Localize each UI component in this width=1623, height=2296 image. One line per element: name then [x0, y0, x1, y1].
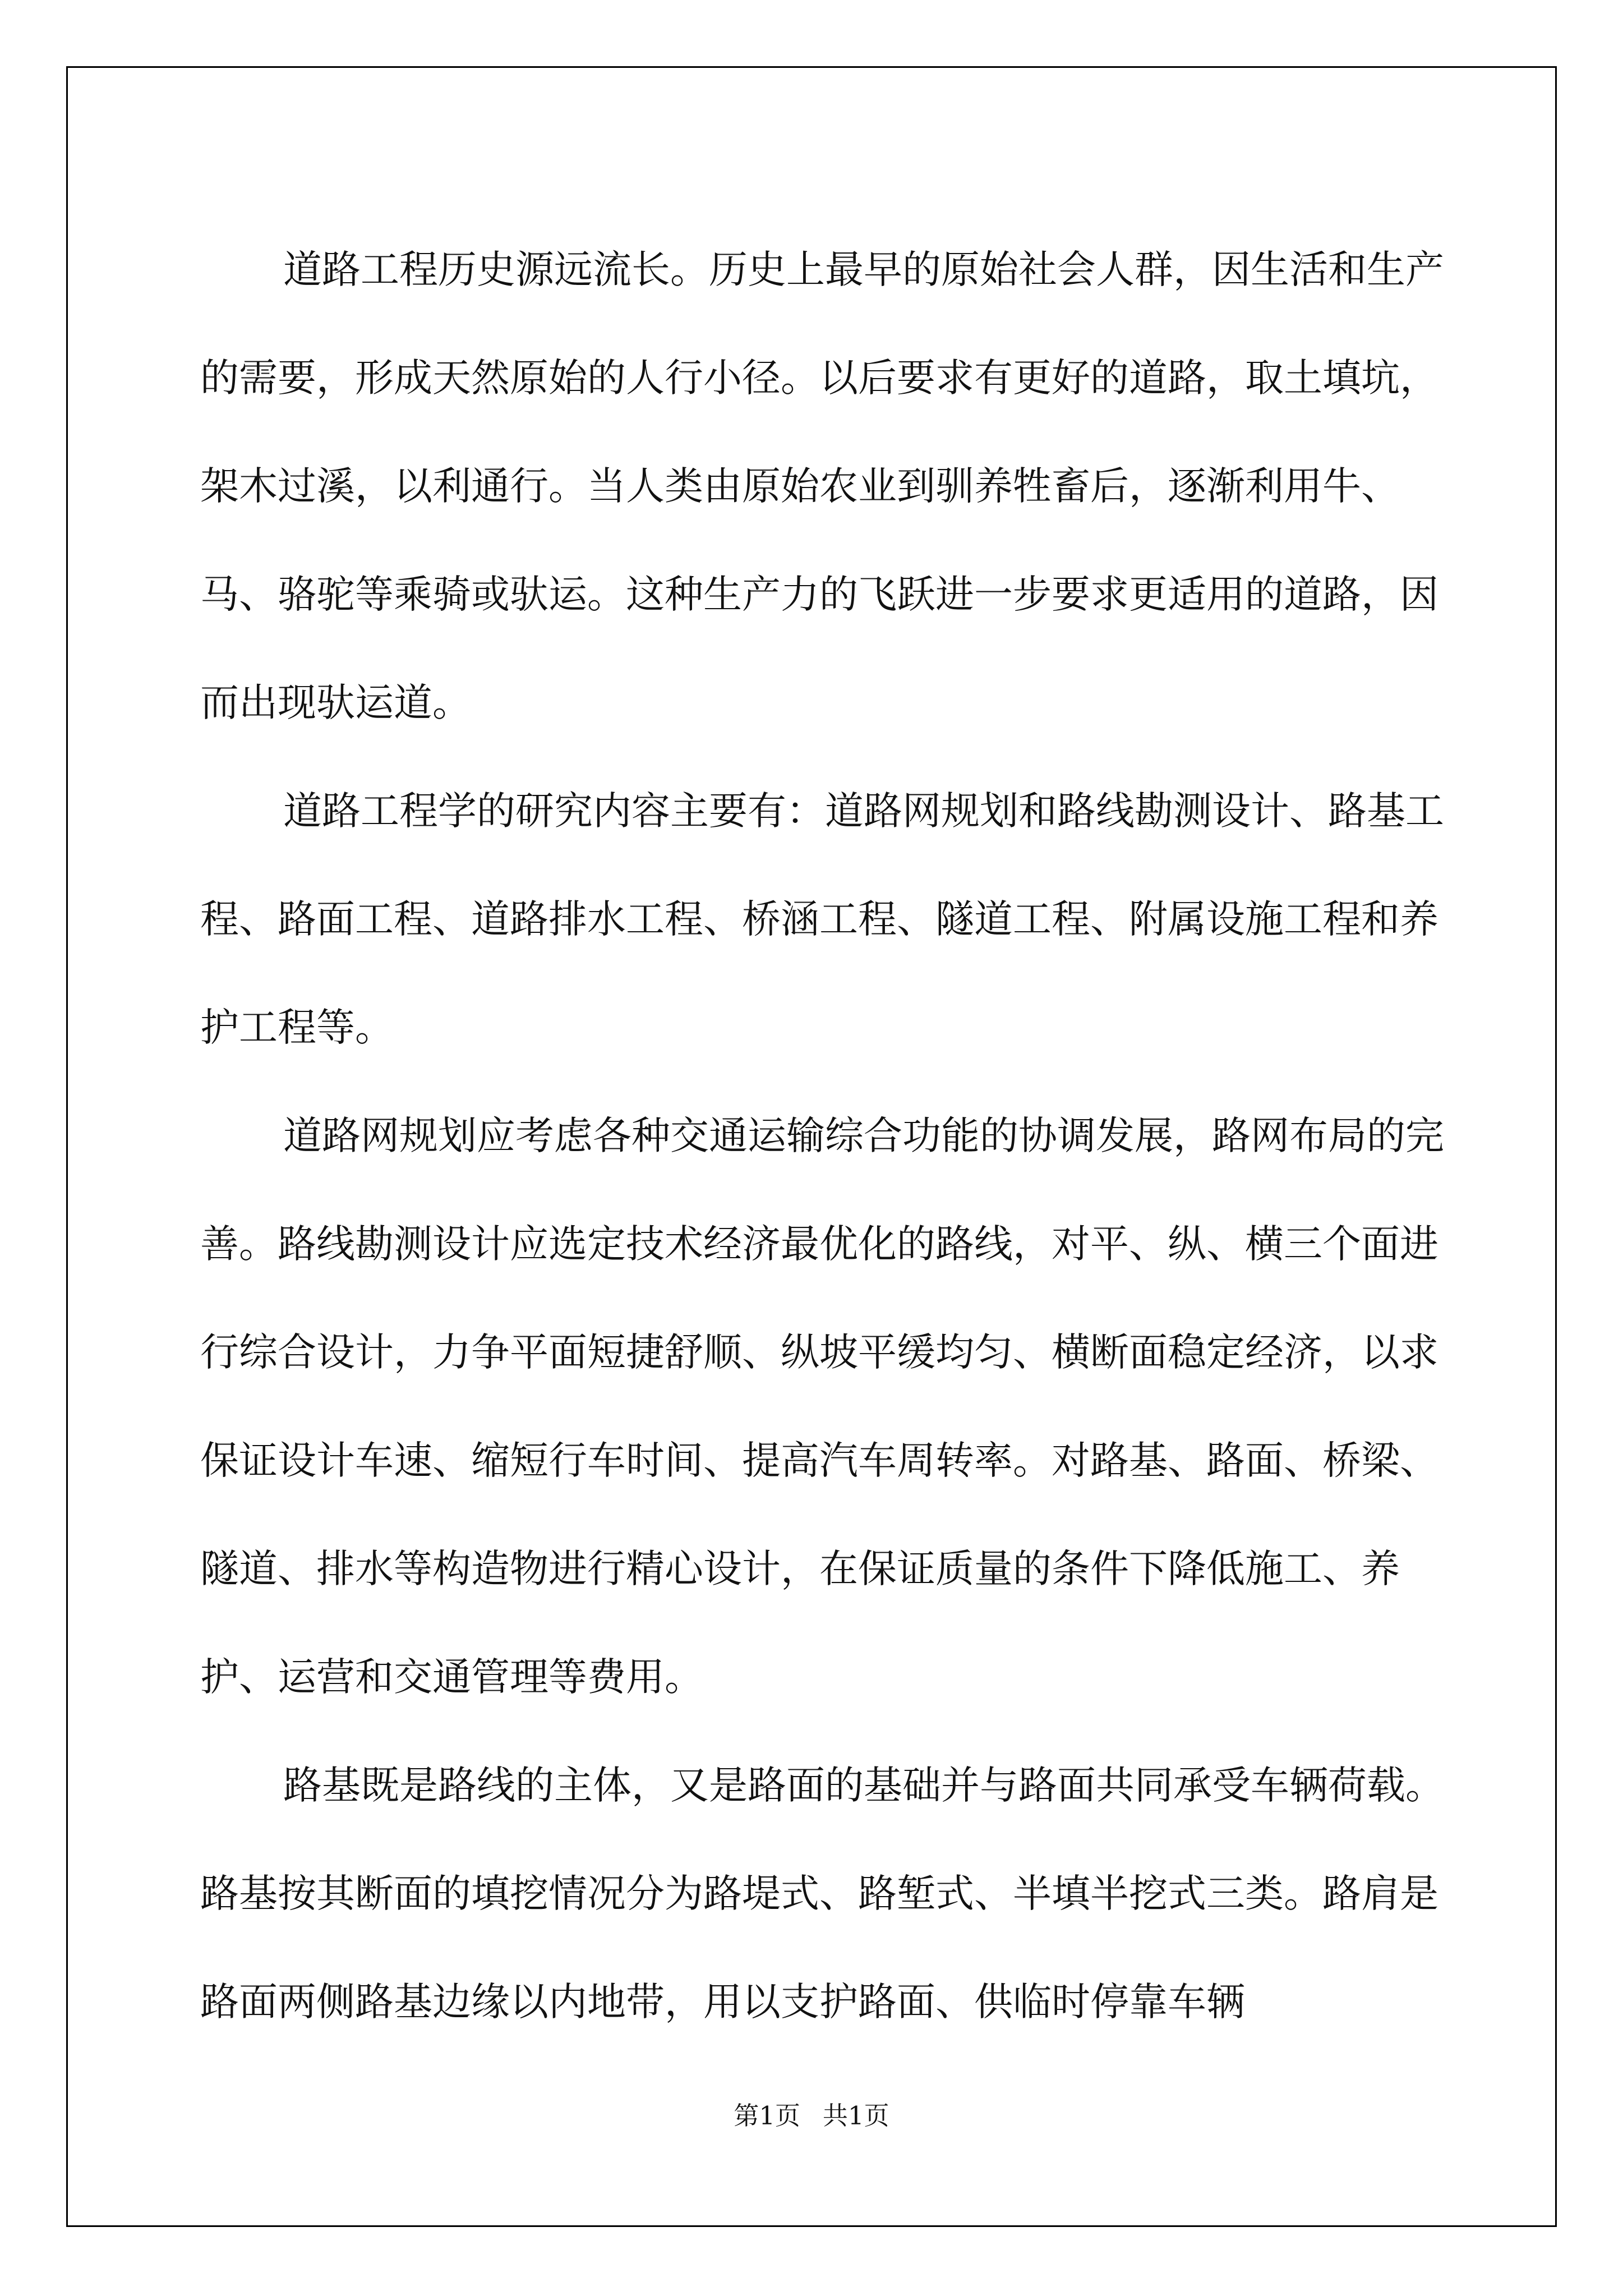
- page-total: 共1页: [823, 2101, 889, 2131]
- paragraph-history: 道路工程历史源远流长。历史上最早的原始社会人群，因生活和生产的需要，形成天然原始的人行小径。以后要求有更好的道路，取土填坑，架木过溪，以利通行。当人类由原始农业到驯养牲畜后，逐渐利用牛、马、骆驼等乘骑或驮运。这种生产力的飞跃进一步要求更适用的道路，因而出现驮运道。: [200, 247, 1444, 725]
- page-footer: [0, 2099, 1623, 2133]
- paragraph-network-planning: 道路网规划应考虑各种交通运输综合功能的协调发展，路网布局的完善。路线勘测设计应选定技术经济最优化的路线，对平、纵、横三个面进行综合设计，力争平面短捷舒顺、纵坡平缓均匀、横断面稳定经济，以求保证设计车速、缩短行车时间、提高汽车周转率。对路基、路面、桥梁、隧道、排水等构造物进行精心设计，在保证质量的条件下降低施工、养护、运营和交通管理等费用。: [200, 1114, 1444, 1700]
- paragraph-research-content: 道路工程学的研究内容主要有：道路网规划和路线勘测设计、路基工程、路面工程、道路排水工程、桥涵工程、隧道工程、附属设施工程和养护工程等。: [200, 789, 1444, 1050]
- paragraph-subgrade: 路基既是路线的主体，又是路面的基础并与路面共同承受车辆荷载。路基按其断面的填挖情况分为路堤式、路堑式、半填半挖式三类。路肩是路面两侧路基边缘以内地带，用以支护路面、供临时停靠车辆: [200, 1763, 1444, 2024]
- page-number: 第1页: [734, 2101, 800, 2131]
- document-body: [200, 216, 1448, 2056]
